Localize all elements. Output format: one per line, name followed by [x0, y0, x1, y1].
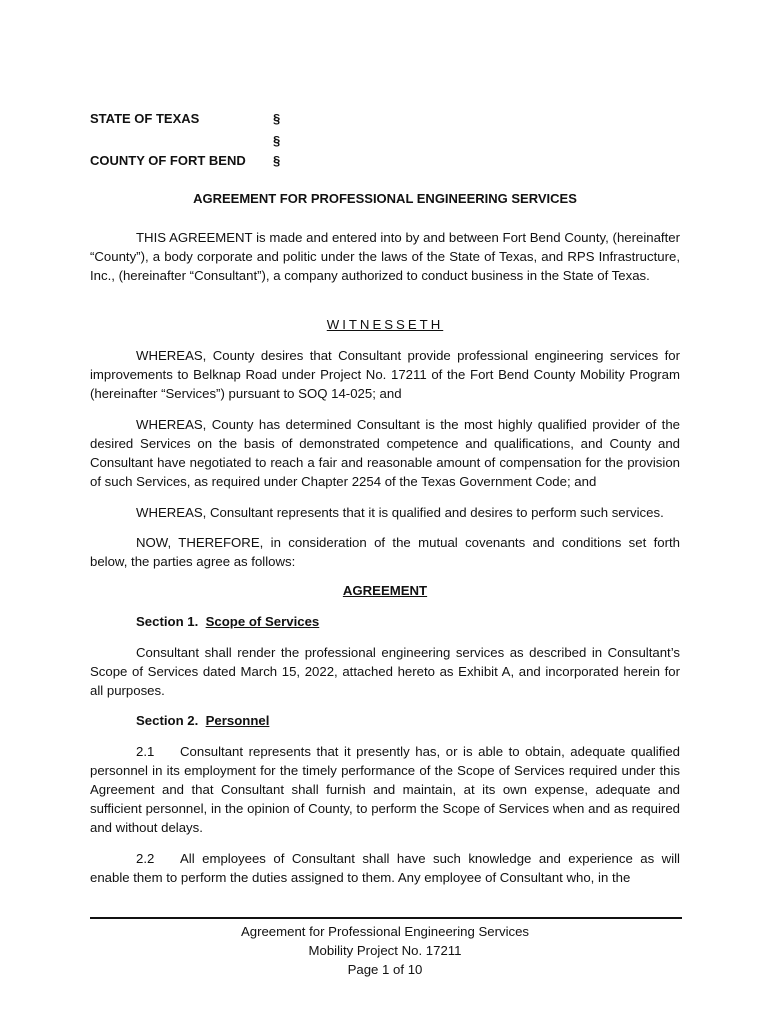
- footer-project: Mobility Project No. 17211: [308, 943, 462, 958]
- whereas-paragraph-2: [90, 415, 680, 491]
- whereas-text: WHEREAS, Consultant represents that it is qualified and desires to perform such services.: [136, 505, 664, 520]
- therefore-text: NOW, THEREFORE, in consideration of the mutual covenants and conditions set forth below, the parties agree as follows:: [90, 535, 680, 569]
- section-2-1-paragraph: [90, 742, 680, 837]
- section-symbol: §: [273, 133, 281, 148]
- clause-text: All employees of Consultant shall have such knowledge and experience as will enable them to perform the duties assigned to them. Any employee of Consultant who, in the: [90, 851, 680, 885]
- therefore-paragraph: [90, 533, 680, 571]
- clause-text: Consultant represents that it presently has, or is able to obtain, adequate qualified personnel in its employment for the timely performance of the Scope of Services required under this Agreement and that Consultant shall furnish and maintain, at its own expense, adequate and sufficient personnel, in the opinion of County, to perform the Scope of Services when and as required and without delays.: [90, 744, 680, 835]
- section-2-title: Personnel: [205, 713, 270, 728]
- witnesseth-text: WITNESSETH: [326, 317, 444, 332]
- section-symbol: §: [273, 111, 281, 126]
- witnesseth-heading: [0, 317, 770, 333]
- clause-number: 2.1: [136, 744, 155, 759]
- footer-divider: [90, 917, 682, 919]
- clause-number: 2.2: [136, 851, 155, 866]
- section-1-text: Consultant shall render the professional engineering services as described in Consultant’s Scope of Services dated March 15, 2022, attached hereto as Exhibit A, and incorporated herein for all purposes.: [90, 645, 680, 698]
- caption-county: COUNTY OF FORT BEND: [90, 153, 246, 168]
- caption-state: STATE OF TEXAS: [90, 111, 200, 126]
- section-1-title: Scope of Services: [205, 614, 320, 629]
- section-1-label: Section 1.: [136, 614, 199, 629]
- footer-page-number: Page 1 of 10: [347, 962, 423, 977]
- intro-text: THIS AGREEMENT is made and entered into by and between Fort Bend County, (hereinafter “County”), a body corporate and politic under the laws of the State of Texas, and RPS Infrastructure, Inc., (hereinafter “Consultant”), a company authorized to conduct business in the State of Texas.: [90, 230, 680, 283]
- section-symbol: §: [273, 153, 281, 168]
- document-title: AGREEMENT FOR PROFESSIONAL ENGINEERING SERVICES: [193, 191, 577, 206]
- intro-paragraph: [90, 228, 680, 285]
- section-2-label: Section 2.: [136, 713, 199, 728]
- whereas-paragraph-1: [90, 346, 680, 403]
- section-2-heading: [136, 713, 269, 729]
- section-1-paragraph: [90, 643, 680, 700]
- section-1-heading: [136, 614, 319, 630]
- whereas-paragraph-3: [90, 503, 680, 522]
- whereas-text: WHEREAS, County desires that Consultant provide professional engineering services for improvements to Belknap Road under Project No. 17211 of the Fort Bend County Mobility Program (hereinafter “Services”) pursuant to SOQ 14-025; and: [90, 348, 680, 401]
- footer-title: Agreement for Professional Engineering Services: [240, 924, 530, 939]
- whereas-text: WHEREAS, County has determined Consultant is the most highly qualified provider of the desired Services on the basis of demonstrated competence and qualifications, and County and Consultant have negotiated to reach a fair and reasonable amount of compensation for the provision of such Services, as required under Chapter 2254 of the Texas Government Code; and: [90, 417, 680, 489]
- agreement-heading-text: AGREEMENT: [342, 583, 428, 598]
- section-2-2-paragraph: [90, 849, 680, 887]
- agreement-heading: [0, 583, 770, 599]
